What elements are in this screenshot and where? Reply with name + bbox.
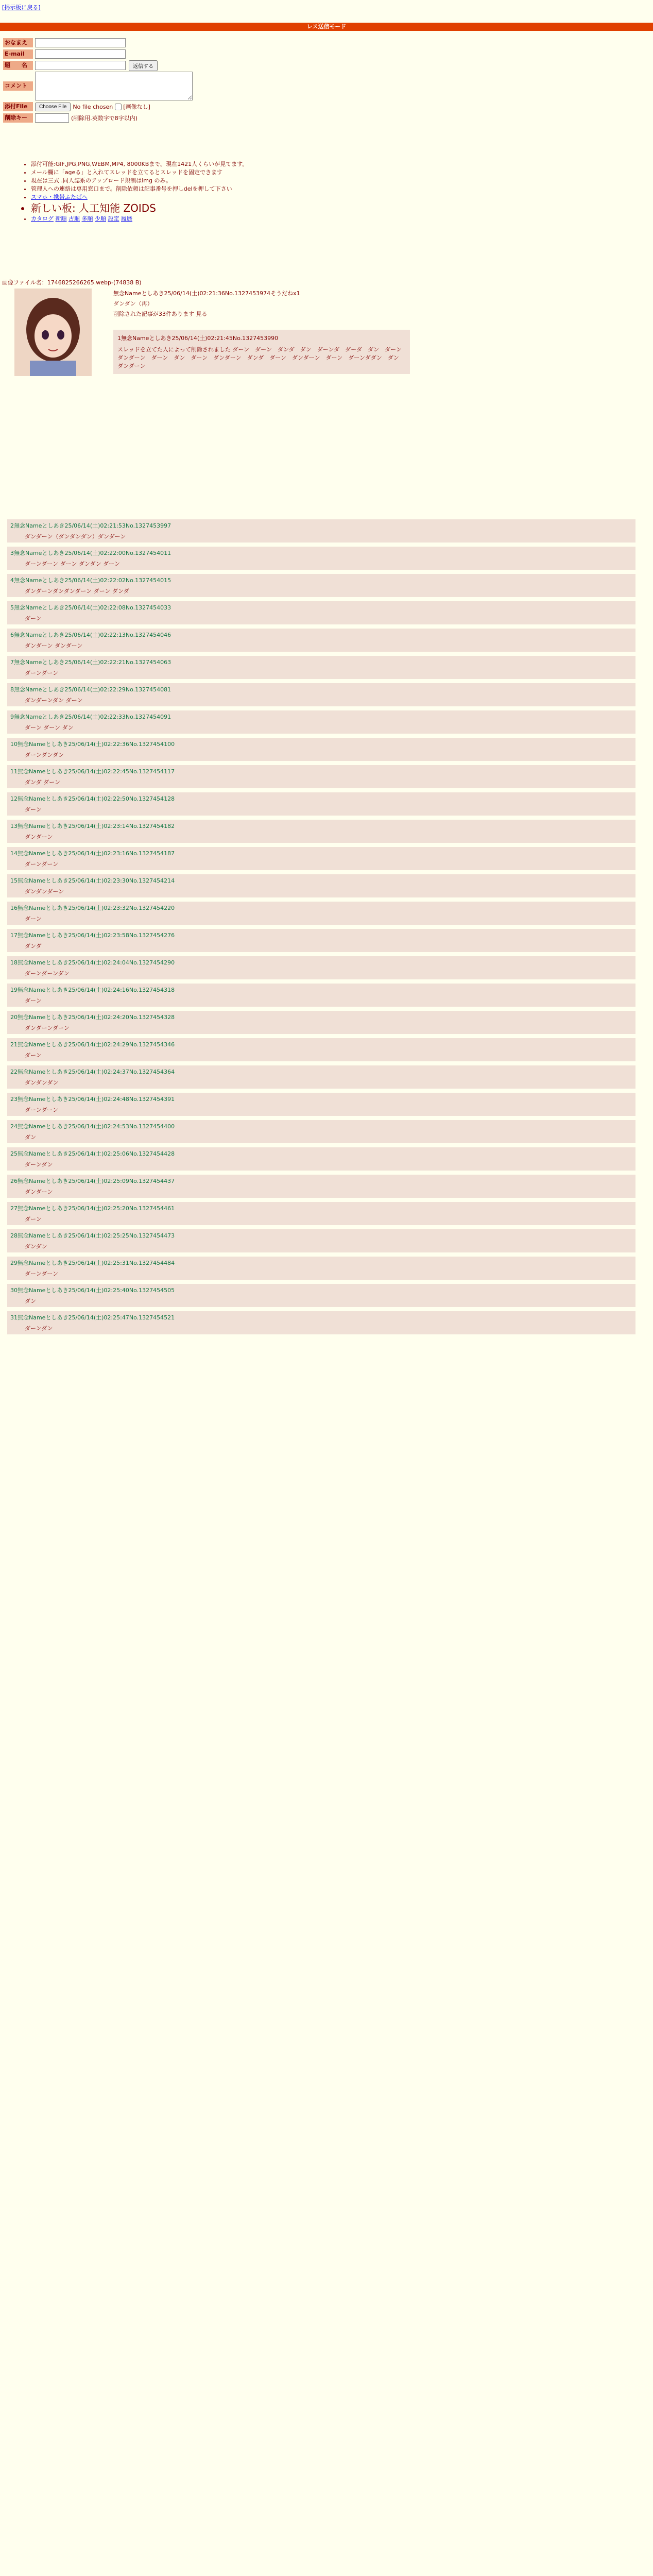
reply-header: 21無念Nameとしあき25/06/14(土)02:24:29No.1327454346 xyxy=(10,1041,175,1048)
reply-body: ダーンダーン xyxy=(25,1107,59,1113)
file-info[interactable]: 画像ファイル名：1746825266265.webp-(74838 B) xyxy=(2,279,142,286)
reply-body: ダーンダーンダン xyxy=(25,970,70,977)
reply-body: ダンダンダーン xyxy=(25,888,64,895)
reply-post xyxy=(7,984,635,1007)
reply-body: ダーン xyxy=(25,1216,42,1223)
reply-header: 28無念Nameとしあき25/06/14(土)02:25:25No.1327454473 xyxy=(10,1232,175,1239)
reply-post xyxy=(7,956,635,979)
reply-post xyxy=(7,847,635,870)
mobile-link[interactable]: スマホ・携帯ふたばへ xyxy=(31,194,88,200)
reply-post xyxy=(7,820,635,843)
reply-header: 5無念Nameとしあき25/06/14(土)02:22:08No.1327454033 xyxy=(10,604,171,611)
reply-post xyxy=(7,1120,635,1143)
delkey-note: (削除用.英数字で8字以内) xyxy=(71,115,138,122)
reply-header: 13無念Nameとしあき25/06/14(土)02:23:14No.1327454182 xyxy=(10,823,175,829)
back-to-board-link[interactable]: [掲示板に戻る] xyxy=(2,4,41,11)
reply-body: ダーンダン xyxy=(25,1325,53,1332)
reply-header: 10無念Nameとしあき25/06/14(土)02:22:36No.1327454100 xyxy=(10,741,175,748)
reply-post xyxy=(7,1011,635,1034)
reply-body: ダンダーン ダンダーン xyxy=(25,642,83,649)
board-rules xyxy=(10,160,299,223)
file-row xyxy=(3,101,193,112)
reply-header: 6無念Nameとしあき25/06/14(土)02:22:13No.1327454046 xyxy=(10,632,171,638)
comment-row xyxy=(3,71,193,101)
reply-post xyxy=(7,1257,635,1280)
email-row xyxy=(3,48,193,60)
reply-header: 14無念Nameとしあき25/06/14(土)02:23:16No.1327454187 xyxy=(10,850,175,857)
comment-label: コメント xyxy=(3,81,33,91)
reply-body: ダンダーン xyxy=(25,834,53,840)
reply-body: ダンダ xyxy=(25,943,42,950)
reply-body: ダーンダン xyxy=(25,1161,53,1168)
sort-few-link[interactable]: 少順 xyxy=(95,215,106,222)
reply-post xyxy=(7,1147,635,1171)
delkey-row xyxy=(3,112,193,124)
reply-header: 23無念Nameとしあき25/06/14(土)02:24:48No.1327454391 xyxy=(10,1096,175,1103)
choose-file-button[interactable]: Choose File xyxy=(35,103,71,111)
email-input[interactable] xyxy=(35,49,126,59)
reply-body: ダンダーン xyxy=(25,1189,53,1195)
rule-item: • 現在は三式 .同人誌系のアップロード規制はimg のみ。 xyxy=(31,177,299,185)
reply-list xyxy=(0,515,653,1334)
reply-body: ダンダーン（ダンダンダン）ダンダーン xyxy=(25,533,126,540)
reply-body: ダーン xyxy=(25,615,42,622)
reply-header: 7無念Nameとしあき25/06/14(土)02:22:21No.1327454063 xyxy=(10,659,171,666)
reply-header: 24無念Nameとしあき25/06/14(土)02:24:53No.1327454400 xyxy=(10,1123,175,1130)
sort-many-link[interactable]: 多順 xyxy=(81,215,93,222)
mode-banner: レス送信モード xyxy=(0,23,653,31)
reply-post xyxy=(7,902,635,925)
reply-post xyxy=(7,1093,635,1116)
reply-header: 3無念Nameとしあき25/06/14(土)02:22:00No.1327454011 xyxy=(10,550,171,556)
quoted-body: スレッドを立てた人によって削除されました ダーン ダーン ダンダ ダン ダーンダ ダーダ ダン ダーン ダンダーン ダーン ダン ダーン ダンダーン ダンダ ダーン ダンダーン ダーン ダーンダダン ダン ダンダーン xyxy=(117,346,407,369)
reply-body: ダンダ ダーン xyxy=(25,779,60,786)
sort-old-link[interactable]: 古順 xyxy=(68,215,80,222)
reply-body: ダーン xyxy=(25,916,42,922)
reply-post xyxy=(7,765,635,788)
reply-post xyxy=(7,629,635,652)
reply-body: ダーンダンダン xyxy=(25,752,64,758)
delkey-label: 削除キー xyxy=(3,113,33,123)
op-header: 無念Nameとしあき25/06/14(土)02:21:36No.1327453974そうだねx1 xyxy=(113,290,300,297)
subject-input[interactable] xyxy=(35,61,126,70)
reply-header: 16無念Nameとしあき25/06/14(土)02:23:32No.1327454220 xyxy=(10,905,175,911)
history-link[interactable]: 履歴 xyxy=(121,215,132,222)
reply-post xyxy=(7,710,635,734)
subject-label: 題 名 xyxy=(3,61,33,70)
email-label: E-mail xyxy=(3,49,33,59)
subject-row xyxy=(3,60,193,71)
reply-header: 12無念Nameとしあき25/06/14(土)02:22:50No.1327454128 xyxy=(10,795,175,802)
reply-post xyxy=(7,683,635,706)
sort-new-link[interactable]: 新順 xyxy=(55,215,67,222)
reply-header: 19無念Nameとしあき25/06/14(土)02:24:16No.1327454318 xyxy=(10,987,175,993)
catalog-links xyxy=(31,215,299,223)
reply-post xyxy=(7,929,635,952)
reply-body: ダンダン xyxy=(25,1243,47,1250)
reply-header: 2無念Nameとしあき25/06/14(土)02:21:53No.1327453997 xyxy=(10,522,171,529)
reply-header: 25無念Nameとしあき25/06/14(土)02:25:06No.1327454428 xyxy=(10,1150,175,1157)
reply-body: ダーンダーン xyxy=(25,1270,59,1277)
file-status: No file chosen xyxy=(73,103,113,110)
reply-post xyxy=(7,1202,635,1225)
rule-item: • メール欄に「ageる」と入れてスレッドを立てるとスレッドを固定できます xyxy=(31,168,299,177)
name-row xyxy=(3,37,193,48)
reply-header: 8無念Nameとしあき25/06/14(土)02:22:29No.1327454081 xyxy=(10,686,171,693)
reply-body: ダーン xyxy=(25,997,42,1004)
reply-body: ダンダンダン xyxy=(25,1079,59,1086)
reply-header: 15無念Nameとしあき25/06/14(土)02:23:30No.1327454214 xyxy=(10,877,175,884)
reply-body: ダーン xyxy=(25,806,42,813)
reply-body: ダン xyxy=(25,1298,37,1304)
settings-link[interactable]: 設定 xyxy=(108,215,119,222)
reply-body: ダン xyxy=(25,1134,37,1141)
anime-girl-icon xyxy=(14,289,92,376)
reply-header: 31無念Nameとしあき25/06/14(土)02:25:47No.1327454521 xyxy=(10,1314,175,1321)
file-label: 添付File xyxy=(3,102,33,111)
reply-header: 26無念Nameとしあき25/06/14(土)02:25:09No.1327454437 xyxy=(10,1178,175,1184)
quoted-header: 1無念Nameとしあき25/06/14(土)02:21:45No.1327453990 xyxy=(117,335,279,342)
no-image-label: [画像なし] xyxy=(123,104,150,110)
reply-post xyxy=(7,1065,635,1089)
name-label: おなまえ xyxy=(3,38,33,47)
reply-body: ダーン xyxy=(25,1052,42,1059)
reply-post xyxy=(7,547,635,570)
reply-body: ダーンダーン xyxy=(25,861,59,868)
reply-post xyxy=(7,792,635,816)
reply-post xyxy=(7,1284,635,1307)
reply-post xyxy=(7,738,635,761)
reply-header: 20無念Nameとしあき25/06/14(土)02:24:20No.1327454328 xyxy=(10,1014,175,1021)
reply-body: ダンダーンダーン xyxy=(25,1025,70,1031)
reply-body: ダンダーンダン ダーン xyxy=(25,697,83,704)
deleted-notice[interactable]: 削除された記事が33件あります 見る xyxy=(113,311,208,317)
op-post xyxy=(113,289,300,319)
reply-header: 22無念Nameとしあき25/06/14(土)02:24:37No.1327454364 xyxy=(10,1069,175,1075)
reply-header: 18無念Nameとしあき25/06/14(土)02:24:04No.1327454290 xyxy=(10,959,175,966)
rule-item xyxy=(31,193,299,201)
no-image-checkbox[interactable] xyxy=(115,104,122,110)
reply-header: 27無念Nameとしあき25/06/14(土)02:25:20No.1327454461 xyxy=(10,1205,175,1212)
reply-header: 9無念Nameとしあき25/06/14(土)02:22:33No.1327454091 xyxy=(10,714,171,720)
delkey-input[interactable] xyxy=(35,113,69,123)
reply-header: 29無念Nameとしあき25/06/14(土)02:25:31No.1327454484 xyxy=(10,1260,175,1266)
catalog-link[interactable]: カタログ xyxy=(31,215,54,222)
op-line: ダンダン（再） xyxy=(113,300,153,307)
reply-body: ダーン ダーン ダン xyxy=(25,724,74,731)
reply-form xyxy=(3,37,193,124)
reply-header: 4無念Nameとしあき25/06/14(土)02:22:02No.1327454015 xyxy=(10,577,171,584)
reply-header: 17無念Nameとしあき25/06/14(土)02:23:58No.1327454276 xyxy=(10,932,175,939)
reply-post xyxy=(7,874,635,897)
rule-item: • 管理人への連絡は専用窓口まで。削除依頼は記事番号を押しdelを押して下さい xyxy=(31,185,299,193)
op-quoted-reply xyxy=(113,330,410,374)
reply-body: ダンダーンダンダンダーン ダーン ダンダ xyxy=(25,588,129,595)
reply-post xyxy=(7,1175,635,1198)
reply-post xyxy=(7,601,635,624)
thread-thumbnail[interactable] xyxy=(14,289,92,376)
new-board-notice: • 新しい板: 人工知能 ZOIDS xyxy=(31,201,299,215)
name-input[interactable] xyxy=(35,38,126,47)
reply-post xyxy=(7,1229,635,1252)
rule-item: • 添付可能:GIF,JPG,PNG,WEBM,MP4, 8000KBまで。現在1421人くらいが見てます。 xyxy=(31,160,299,168)
reply-post xyxy=(7,1311,635,1334)
submit-button[interactable]: 返信する xyxy=(129,60,158,71)
reply-post xyxy=(7,1038,635,1061)
reply-body: ダーンダーン ダーン ダンダン ダーン xyxy=(25,561,120,567)
reply-header: 30無念Nameとしあき25/06/14(土)02:25:40No.1327454505 xyxy=(10,1287,175,1294)
reply-header: 11無念Nameとしあき25/06/14(土)02:22:45No.1327454117 xyxy=(10,768,175,775)
reply-post xyxy=(7,656,635,679)
reply-post xyxy=(7,574,635,597)
reply-body: ダーンダーン xyxy=(25,670,59,676)
comment-textarea[interactable] xyxy=(35,72,193,100)
reply-post xyxy=(7,519,635,543)
